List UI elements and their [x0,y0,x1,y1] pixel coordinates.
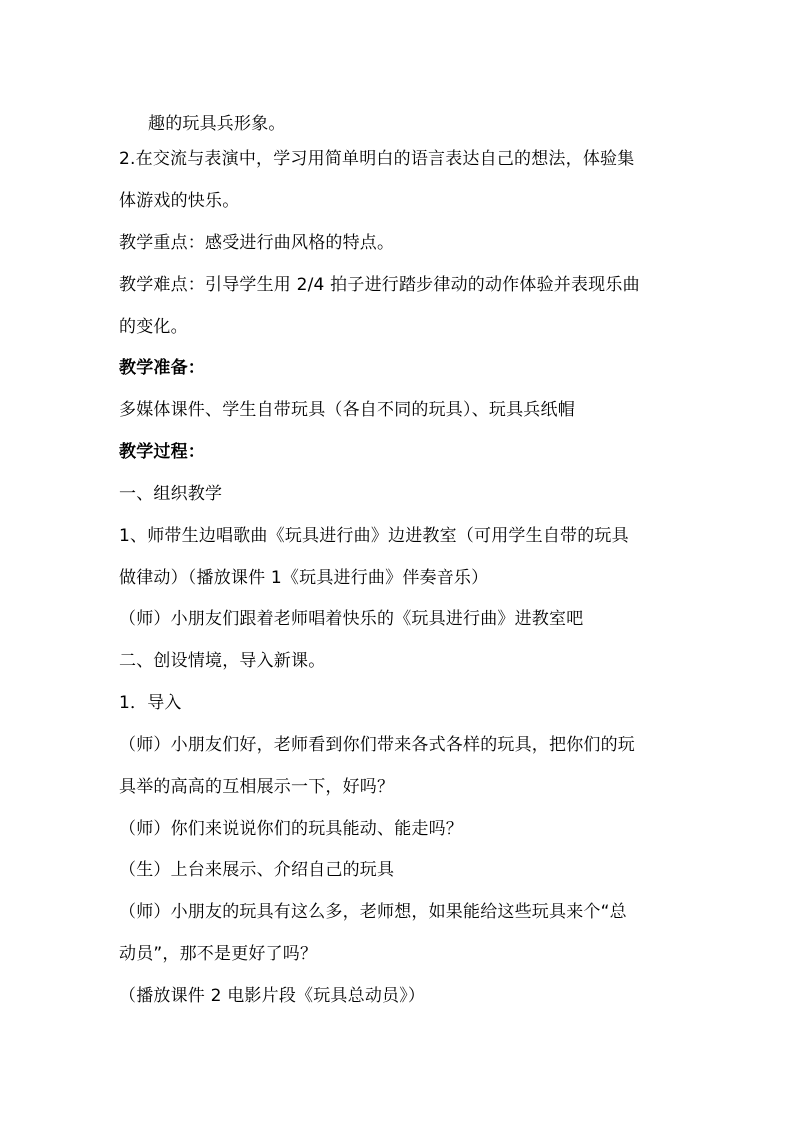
paragraph-line: 的变化。 [119,317,188,337]
paragraph-line: （师）小朋友们好，老师看到你们带来各式各样的玩具，把你们的玩 [119,735,635,755]
paragraph-line: 二、创设情境，导入新课。 [119,651,326,671]
paragraph-line: （播放课件 2 电影片段《玩具总动员》） [119,986,426,1006]
paragraph-line: （师）你们来说说你们的玩具能动、能走吗？ [119,819,463,839]
paragraph-line: 2.在交流与表演中，学习用简单明白的语言表达自己的想法，体验集 [119,149,635,169]
paragraph-line: 1、师带生边唱歌曲《玩具进行曲》边进教室（可用学生自带的玩具 [119,526,629,546]
paragraph-line: 动员”，那不是更好了吗？ [119,944,318,964]
paragraph-line: 教学重点：感受进行曲风格的特点。 [119,233,395,253]
paragraph-line: 教学难点：引导学生用 2/4 拍子进行踏步律动的动作体验并表现乐曲 [119,275,640,295]
section-heading: 教学过程： [119,442,205,462]
paragraph-line: 1．导入 [119,693,182,713]
paragraph-line: 趣的玩具兵形象。 [148,114,286,134]
paragraph-line: （师）小朋友的玩具有这么多，老师想，如果能给这些玩具来个“总 [119,902,627,922]
paragraph-line: 具举的高高的互相展示一下，好吗？ [119,777,395,797]
section-heading: 教学准备： [119,358,205,378]
paragraph-line: （生）上台来展示、介绍自己的玩具 [119,860,395,880]
paragraph-line: 一、组织教学 [119,484,223,504]
paragraph-line: 体游戏的快乐。 [119,191,240,211]
paragraph-line: （师）小朋友们跟着老师唱着快乐的《玩具进行曲》进教室吧 [119,609,584,629]
paragraph-line: 做律动）（播放课件 1《玩具进行曲》伴奏音乐） [119,568,489,588]
paragraph-line: 多媒体课件、学生自带玩具（各自不同的玩具）、玩具兵纸帽 [119,400,575,420]
